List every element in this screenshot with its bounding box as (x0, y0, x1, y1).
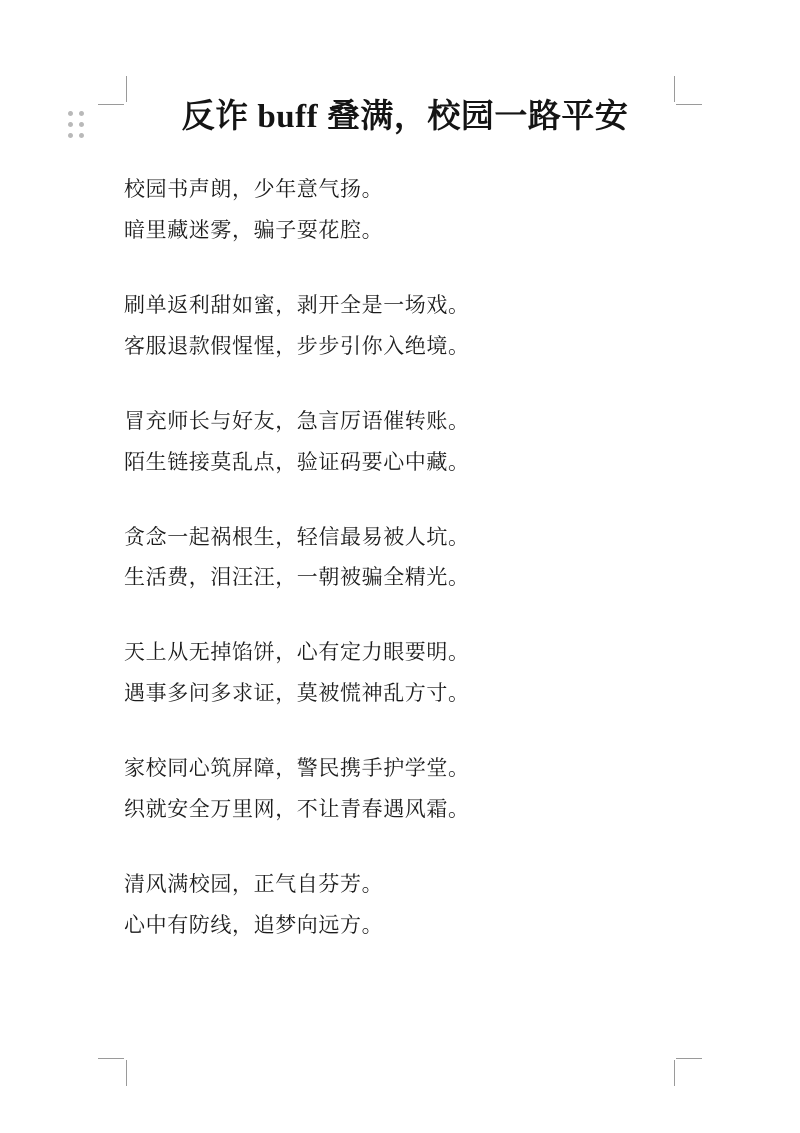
stanza (118, 285, 678, 367)
drag-dot (68, 122, 73, 127)
poem-line: 心中有防线，追梦向远方。 (124, 913, 384, 938)
poem-line: 天上从无掉馅饼，心有定力眼要明。 (124, 640, 470, 665)
poem-line: 冒充师长与好友，急言厉语催转账。 (124, 408, 470, 433)
drag-dot (79, 122, 84, 127)
poem-line: 陌生链接莫乱点，验证码要心中藏。 (124, 449, 470, 474)
poem-line: 清风满校园，正气自芬芳。 (124, 872, 384, 897)
poem-line: 客服退款假惺惺，步步引你入绝境。 (124, 333, 470, 358)
page-title: 反诈 buff 叠满，校园一路平安 (181, 99, 629, 135)
poem-line: 生活费，泪汪汪，一朝被骗全精光。 (124, 565, 470, 590)
poem-line: 家校同心筑屏障，警民携手护学堂。 (124, 756, 470, 781)
poem-line: 刷单返利甜如蜜，剥开全是一场戏。 (124, 292, 470, 317)
document-content (118, 96, 678, 946)
stanza (118, 864, 678, 946)
stanza (118, 169, 678, 251)
stanza (118, 748, 678, 830)
poem-line: 暗里藏迷雾，骗子耍花腔。 (124, 217, 384, 242)
drag-dot (68, 111, 73, 116)
drag-dot (79, 133, 84, 138)
stanza (118, 401, 678, 483)
drag-handle-icon[interactable] (66, 108, 88, 142)
stanza (118, 632, 678, 714)
drag-dot (68, 133, 73, 138)
poem-line: 校园书声朗，少年意气扬。 (124, 176, 384, 201)
stanza (118, 517, 678, 599)
drag-dot (79, 111, 84, 116)
poem-line: 织就安全万里网，不让青春遇风霜。 (124, 797, 470, 822)
poem-line: 遇事多问多求证，莫被慌神乱方寸。 (124, 681, 470, 706)
poem-line: 贪念一起祸根生，轻信最易被人坑。 (124, 524, 470, 549)
